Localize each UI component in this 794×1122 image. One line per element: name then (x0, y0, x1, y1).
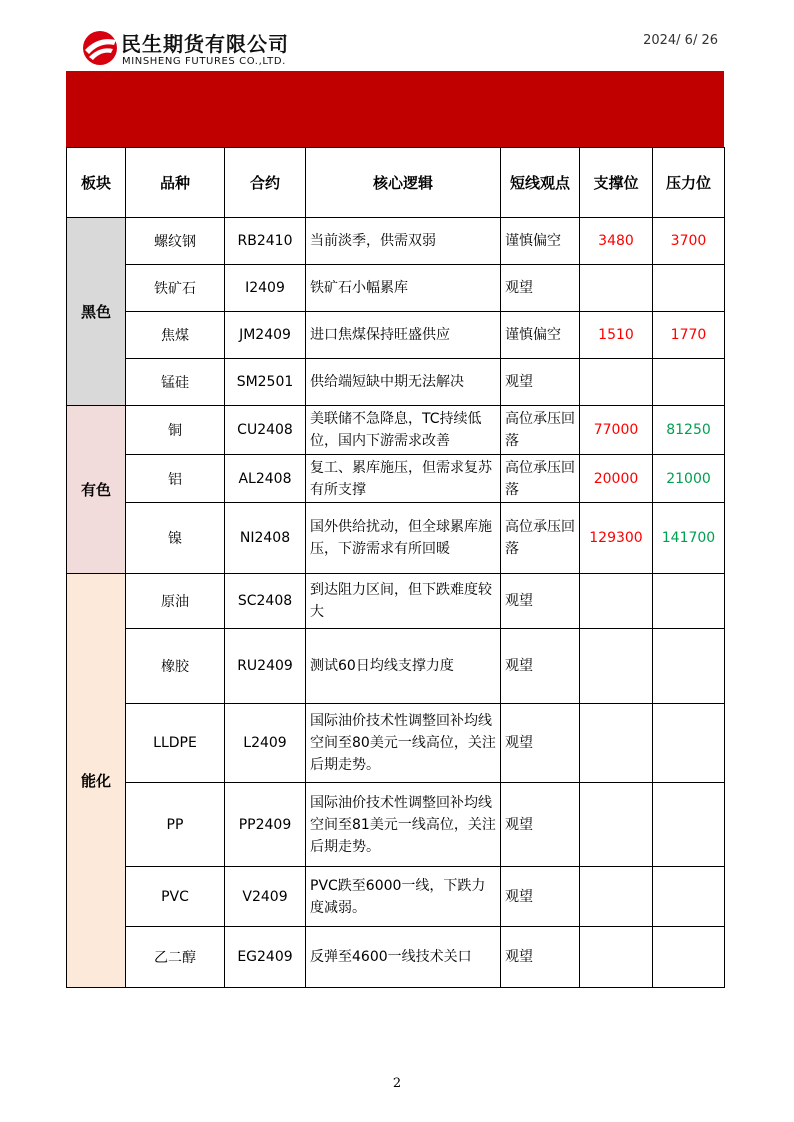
support-cell (580, 783, 653, 867)
logic-cell: PVC跌至6000一线，下跌力度减弱。 (306, 867, 501, 927)
view-cell: 观望 (501, 927, 580, 988)
table-row (67, 783, 725, 867)
contract-cell: JM2409 (225, 312, 306, 359)
view-cell: 高位承压回落 (501, 503, 580, 574)
variety-cell: 锰硅 (126, 359, 225, 406)
logic-cell: 铁矿石小幅累库 (306, 265, 501, 312)
logic-cell: 测试60日均线支撑力度 (306, 629, 501, 704)
support-cell (580, 704, 653, 783)
variety-cell: 乙二醇 (126, 927, 225, 988)
variety-cell: PVC (126, 867, 225, 927)
view-cell: 高位承压回落 (501, 455, 580, 503)
resistance-cell (653, 359, 725, 406)
resistance-cell (653, 704, 725, 783)
support-cell (580, 359, 653, 406)
logic-cell: 国际油价技术性调整回补均线空间至81美元一线高位，关注后期走势。 (306, 783, 501, 867)
resistance-cell: 21000 (653, 455, 725, 503)
resistance-cell (653, 629, 725, 704)
contract-cell: PP2409 (225, 783, 306, 867)
support-cell: 20000 (580, 455, 653, 503)
table-row (67, 359, 725, 406)
variety-cell: 焦煤 (126, 312, 225, 359)
contract-cell: CU2408 (225, 406, 306, 455)
logic-cell: 到达阻力区间，但下跌难度较大 (306, 574, 501, 629)
resistance-cell: 141700 (653, 503, 725, 574)
brand-name-en: MINSHENG FUTURES CO.,LTD. (122, 56, 286, 67)
support-cell: 3480 (580, 218, 653, 265)
resistance-cell (653, 574, 725, 629)
report-date: 2024/ 6/ 26 (643, 33, 718, 48)
logic-cell: 进口焦煤保持旺盛供应 (306, 312, 501, 359)
title-banner (66, 71, 724, 147)
variety-cell: 橡胶 (126, 629, 225, 704)
variety-cell: 原油 (126, 574, 225, 629)
column-header-support: 支撑位 (580, 148, 653, 218)
resistance-cell: 3700 (653, 218, 725, 265)
variety-cell: PP (126, 783, 225, 867)
contract-cell: RB2410 (225, 218, 306, 265)
variety-cell: 螺纹钢 (126, 218, 225, 265)
table-row (67, 503, 725, 574)
support-cell (580, 629, 653, 704)
variety-cell: LLDPE (126, 704, 225, 783)
table-row (67, 629, 725, 704)
resistance-cell: 1770 (653, 312, 725, 359)
strategy-table (66, 147, 725, 988)
logic-cell: 反弹至4600一线技术关口 (306, 927, 501, 988)
view-cell: 观望 (501, 574, 580, 629)
page-number: 2 (392, 1076, 402, 1091)
table-row (67, 867, 725, 927)
view-cell: 高位承压回落 (501, 406, 580, 455)
support-cell: 77000 (580, 406, 653, 455)
table-row (67, 574, 725, 629)
contract-cell: EG2409 (225, 927, 306, 988)
minsheng-logo-icon (80, 28, 120, 68)
column-header-variety: 品种 (126, 148, 225, 218)
contract-cell: RU2409 (225, 629, 306, 704)
contract-cell: SM2501 (225, 359, 306, 406)
column-header-view: 短线观点 (501, 148, 580, 218)
column-header-resistance: 压力位 (653, 148, 725, 218)
view-cell: 谨慎偏空 (501, 312, 580, 359)
contract-cell: SC2408 (225, 574, 306, 629)
brand-name-cn: 民生期货有限公司 (121, 32, 289, 56)
resistance-cell (653, 867, 725, 927)
sector-cell-nonferrous: 有色 (67, 406, 126, 574)
support-cell: 129300 (580, 503, 653, 574)
column-header-sector: 板块 (67, 148, 126, 218)
variety-cell: 镍 (126, 503, 225, 574)
logic-cell: 当前淡季，供需双弱 (306, 218, 501, 265)
view-cell: 观望 (501, 783, 580, 867)
view-cell: 观望 (501, 265, 580, 312)
contract-cell: NI2408 (225, 503, 306, 574)
logic-cell: 供给端短缺中期无法解决 (306, 359, 501, 406)
logic-cell: 复工、累库施压，但需求复苏有所支撑 (306, 455, 501, 503)
sector-cell-black: 黑色 (67, 218, 126, 406)
logic-cell: 美联储不急降息，TC持续低位，国内下游需求改善 (306, 406, 501, 455)
view-cell: 观望 (501, 704, 580, 783)
table-row (67, 927, 725, 988)
resistance-cell (653, 265, 725, 312)
table-header-row (67, 148, 725, 218)
view-cell: 观望 (501, 629, 580, 704)
sector-cell-energy-chemical: 能化 (67, 574, 126, 988)
support-cell: 1510 (580, 312, 653, 359)
table-row (67, 265, 725, 312)
view-cell: 谨慎偏空 (501, 218, 580, 265)
resistance-cell (653, 783, 725, 867)
contract-cell: V2409 (225, 867, 306, 927)
table-row (67, 312, 725, 359)
table-row (67, 455, 725, 503)
support-cell (580, 574, 653, 629)
contract-cell: AL2408 (225, 455, 306, 503)
table-row (67, 406, 725, 455)
support-cell (580, 265, 653, 312)
column-header-contract: 合约 (225, 148, 306, 218)
view-cell: 观望 (501, 359, 580, 406)
variety-cell: 铜 (126, 406, 225, 455)
support-cell (580, 927, 653, 988)
view-cell: 观望 (501, 867, 580, 927)
support-cell (580, 867, 653, 927)
contract-cell: L2409 (225, 704, 306, 783)
page-header (0, 0, 794, 70)
variety-cell: 铝 (126, 455, 225, 503)
column-header-logic: 核心逻辑 (306, 148, 501, 218)
logic-cell: 国外供给扰动，但全球累库施压，下游需求有所回暖 (306, 503, 501, 574)
resistance-cell: 81250 (653, 406, 725, 455)
table-row (67, 218, 725, 265)
variety-cell: 铁矿石 (126, 265, 225, 312)
table-row (67, 704, 725, 783)
logic-cell: 国际油价技术性调整回补均线空间至80美元一线高位，关注后期走势。 (306, 704, 501, 783)
contract-cell: I2409 (225, 265, 306, 312)
resistance-cell (653, 927, 725, 988)
